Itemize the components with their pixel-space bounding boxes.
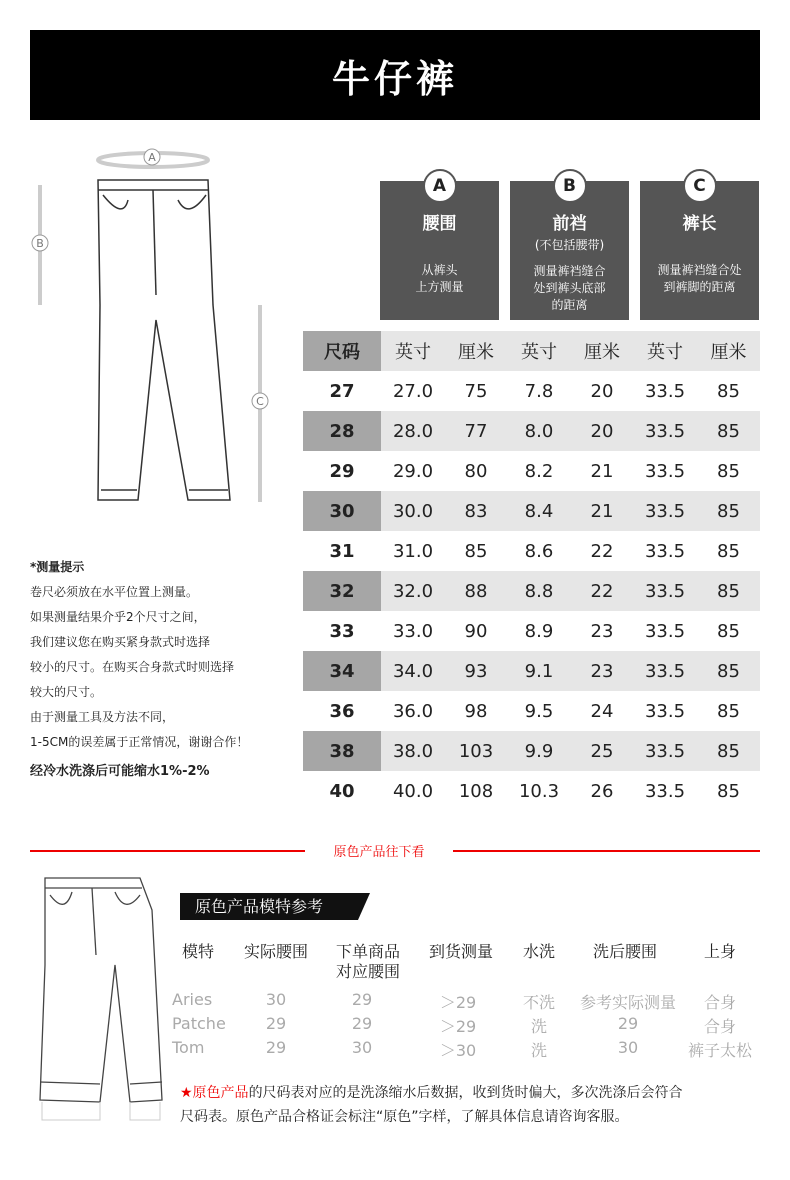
cell: 22 — [571, 571, 633, 611]
measure-header-front-rise — [510, 176, 629, 320]
cell: 8.4 — [507, 491, 571, 531]
cell: 85 — [697, 731, 760, 771]
table-row — [303, 411, 760, 451]
cell: 21 — [590, 460, 614, 482]
label-a: A — [148, 151, 156, 164]
cell: 85 — [464, 540, 488, 562]
tips-line: 1-5CM的误差属于正常情况，谢谢合作！ — [30, 735, 249, 749]
circle-a: A — [423, 169, 457, 203]
cell: 22 — [590, 540, 614, 562]
tips-line: 卷尺必须放在水平位置上测量。 — [30, 585, 199, 599]
model-header-cell: 模特 — [181, 942, 214, 961]
tips-line: 我们建议您在购买紧身款式时选择 — [30, 635, 211, 649]
note-star-label: ★原色产品 — [180, 1085, 249, 1101]
measure-header-length — [640, 176, 759, 320]
size-cell: 30 — [303, 491, 381, 531]
size-cell: 34 — [303, 651, 381, 691]
model-cell: 29 — [265, 1014, 287, 1033]
cell: 85 — [697, 491, 760, 531]
cell: 36.0 — [392, 700, 434, 722]
table-row — [303, 451, 760, 491]
size-cell: 36 — [329, 700, 355, 722]
cell: 85 — [697, 651, 760, 691]
model-cell: 洗 — [530, 1017, 547, 1036]
table-row — [303, 651, 760, 691]
cell: 83 — [445, 491, 507, 531]
header-cell: 英寸 — [507, 331, 571, 371]
cell: 77 — [445, 411, 507, 451]
measure-sub-front-rise: (不包括腰带) — [534, 238, 605, 252]
page-title: 牛仔裤 — [30, 30, 760, 120]
cell: 85 — [717, 540, 740, 562]
cell: 8.6 — [524, 540, 554, 562]
divider-text: 原色产品往下看 — [333, 845, 425, 860]
model-cell: 29 — [617, 1014, 639, 1033]
cell: 98 — [464, 700, 488, 722]
cell: 30.0 — [381, 491, 445, 531]
cell: 33.5 — [633, 571, 697, 611]
cell: 33.5 — [644, 540, 686, 562]
size-table-header — [303, 331, 760, 371]
size-cell: 33 — [329, 620, 355, 642]
table-row — [303, 491, 760, 531]
model-header-cell: 实际腰围 — [243, 942, 308, 961]
measure-name-front-rise: 前裆 — [552, 214, 587, 234]
model-cell: 30 — [617, 1038, 639, 1057]
measure-desc-line: 从裤头 — [421, 263, 458, 277]
measure-desc-line: 上方测量 — [415, 280, 464, 294]
header-cell: 英寸 — [381, 331, 445, 371]
cell: 93 — [445, 651, 507, 691]
model-name: Patche — [172, 1014, 226, 1033]
measure-desc-line: 处到裤头底部 — [533, 281, 606, 295]
header-cell: 厘米 — [571, 331, 633, 371]
cell: 34.0 — [381, 651, 445, 691]
model-header-cell: 上身 — [703, 942, 736, 961]
table-row — [303, 691, 760, 731]
size-cell: 29 — [329, 460, 355, 482]
cell: 29.0 — [392, 460, 434, 482]
cell: 8.9 — [524, 620, 554, 642]
measure-desc-line: 的距离 — [551, 298, 588, 312]
cell: 33.5 — [633, 731, 697, 771]
cell: 23 — [571, 651, 633, 691]
model-cell: ＞29 — [439, 993, 477, 1012]
cell: 7.8 — [524, 380, 554, 402]
cell: 20 — [590, 380, 614, 402]
tips-line: 较小的尺寸。在购买合身款式时则选择 — [30, 660, 235, 674]
table-row — [303, 571, 760, 611]
cell: 10.3 — [518, 780, 560, 802]
model-header-cell: 下单商品 对应腰围 — [335, 942, 400, 981]
cell: 27.0 — [392, 380, 434, 402]
divider-line — [30, 850, 305, 852]
cell: 9.5 — [524, 700, 554, 722]
cell: 85 — [717, 780, 740, 802]
divider-line — [453, 850, 760, 852]
cell: 85 — [697, 571, 760, 611]
model-cell: ＞30 — [439, 1041, 477, 1060]
cell: 9.1 — [507, 651, 571, 691]
cell: 108 — [458, 780, 494, 802]
cell: 38.0 — [381, 731, 445, 771]
tips-line: 较大的尺寸。 — [30, 685, 103, 699]
header-cell: 厘米 — [697, 331, 760, 371]
cell: 20 — [571, 411, 633, 451]
table-row — [303, 371, 760, 411]
cell: 75 — [464, 380, 488, 402]
measurement-tips — [30, 555, 300, 784]
measure-desc-line: 测量裤裆缝合处 — [657, 263, 742, 277]
tips-line: 由于测量工具及方法不同， — [30, 710, 175, 724]
table-row — [303, 611, 760, 651]
cell: 9.9 — [507, 731, 571, 771]
raw-denim-jeans-illustration — [30, 870, 175, 1125]
note-text: 的尺码表对应的是洗涤缩水后数据，收到货时偏大，多次洗涤后会符合 — [248, 1085, 683, 1101]
size-cell: 28 — [303, 411, 381, 451]
cell: 88 — [445, 571, 507, 611]
jeans-measure-diagram — [28, 145, 298, 510]
cell: 85 — [717, 380, 740, 402]
cell: 28.0 — [381, 411, 445, 451]
cell: 33.5 — [644, 380, 686, 402]
model-cell: 30 — [351, 1038, 373, 1057]
cell: 21 — [571, 491, 633, 531]
measure-desc-line: 到裤脚的距离 — [663, 280, 736, 294]
measure-header-waist — [380, 176, 499, 320]
cell: 40.0 — [392, 780, 434, 802]
model-cell: ＞29 — [439, 1017, 477, 1036]
model-name: Tom — [172, 1038, 205, 1057]
cell: 33.5 — [633, 491, 697, 531]
model-header-cell: 水洗 — [522, 942, 555, 961]
raw-denim-note — [180, 1081, 750, 1129]
cell: 33.5 — [633, 651, 697, 691]
size-cell: 38 — [303, 731, 381, 771]
cell: 80 — [464, 460, 488, 482]
model-cell: 合身 — [703, 993, 736, 1012]
cell: 23 — [590, 620, 614, 642]
measure-name-length: 裤长 — [682, 214, 717, 234]
cell: 33.5 — [644, 780, 686, 802]
cell: 32.0 — [381, 571, 445, 611]
cell: 33.5 — [633, 411, 697, 451]
header-cell: 英寸 — [633, 331, 697, 371]
size-table — [303, 331, 760, 811]
model-cell: 不洗 — [522, 993, 555, 1012]
model-ref-title: 原色产品模特参考 — [195, 897, 324, 916]
shrink-note: 经冷水洗涤后可能缩水1%-2% — [30, 764, 210, 779]
cell: 26 — [590, 780, 614, 802]
cell: 103 — [445, 731, 507, 771]
label-b: B — [36, 237, 44, 250]
circle-b: B — [553, 169, 587, 203]
cell: 85 — [717, 460, 740, 482]
table-row — [303, 531, 760, 571]
table-row — [303, 771, 760, 811]
measure-name-waist: 腰围 — [422, 214, 457, 234]
model-cell: 29 — [351, 990, 373, 1009]
note-text: 尺码表。原色产品合格证会标注“原色”字样，了解具体信息请咨询客服。 — [180, 1109, 629, 1125]
cell: 85 — [717, 700, 740, 722]
measure-desc-line: 测量裤裆缝合 — [533, 264, 606, 278]
header-cell: 厘米 — [445, 331, 507, 371]
model-cell: 裤子太松 — [687, 1041, 752, 1060]
cell: 33.5 — [644, 620, 686, 642]
cell: 33.5 — [644, 700, 686, 722]
tips-title: *测量提示 — [30, 560, 85, 574]
size-cell: 32 — [303, 571, 381, 611]
cell: 25 — [571, 731, 633, 771]
cell: 8.8 — [507, 571, 571, 611]
cell: 31.0 — [392, 540, 434, 562]
model-name: Aries — [172, 990, 213, 1009]
cell: 90 — [464, 620, 488, 642]
cell: 8.2 — [524, 460, 554, 482]
model-cell: 洗 — [530, 1041, 547, 1060]
cell: 33.5 — [644, 460, 686, 482]
model-cell: 29 — [265, 1038, 287, 1057]
label-c: C — [256, 395, 264, 408]
cell: 8.0 — [507, 411, 571, 451]
cell: 85 — [717, 620, 740, 642]
cell: 85 — [697, 411, 760, 451]
model-header-cell: 洗后腰围 — [592, 942, 657, 961]
size-cell: 40 — [329, 780, 355, 802]
circle-c: C — [683, 169, 717, 203]
model-cell: 29 — [351, 1014, 373, 1033]
cell: 24 — [590, 700, 614, 722]
header-cell: 尺码 — [303, 331, 381, 371]
size-cell: 31 — [329, 540, 355, 562]
table-row — [303, 731, 760, 771]
model-cell: 参考实际测量 — [579, 993, 676, 1012]
model-header-cell: 到货测量 — [428, 942, 493, 961]
model-cell: 合身 — [703, 1017, 736, 1036]
tips-line: 如果测量结果介乎2个尺寸之间， — [30, 610, 206, 624]
cell: 33.0 — [392, 620, 434, 642]
model-cell: 30 — [265, 990, 287, 1009]
size-cell: 27 — [329, 380, 355, 402]
